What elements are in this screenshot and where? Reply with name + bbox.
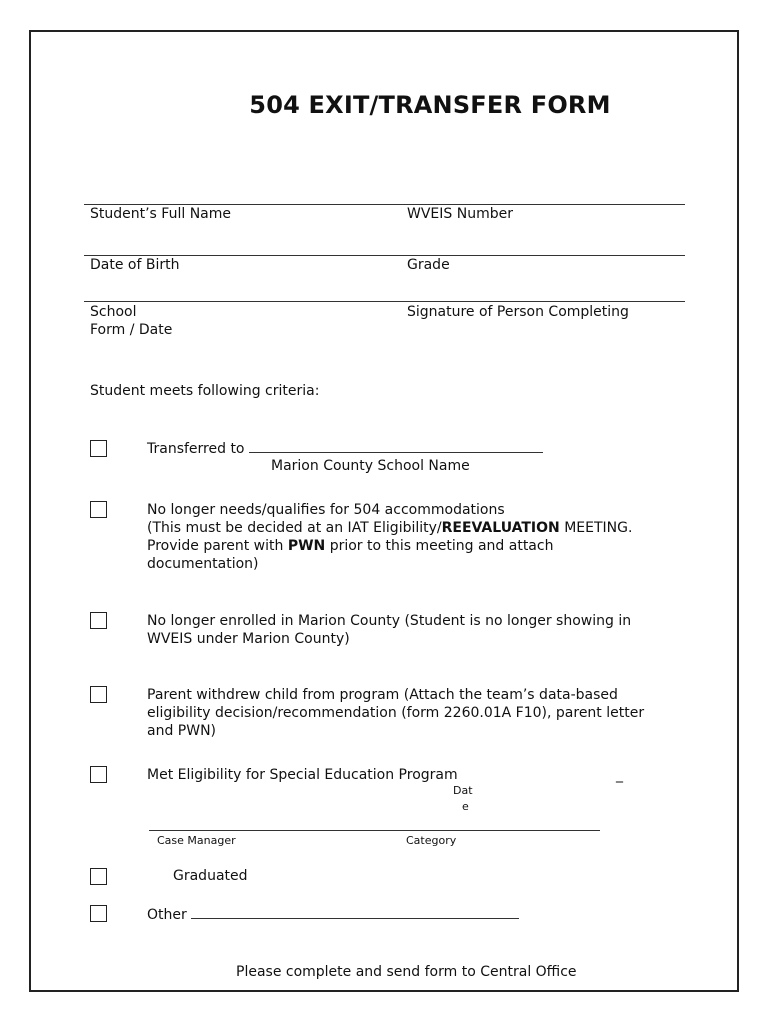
transferred-school-field[interactable]: [249, 439, 543, 453]
date-of-birth-label: Date of Birth: [90, 257, 180, 273]
option-text: eligibility decision/recommendation (form 2260.01A F10), parent letter: [147, 705, 645, 721]
grade-label: Grade: [407, 257, 450, 273]
not-enrolled-option: [147, 612, 631, 648]
special-ed-label: Met Eligibility for Special Education Program: [147, 767, 458, 783]
option-text: No longer needs/qualifies for 504 accommodations: [147, 502, 505, 518]
category-caption: Category: [406, 834, 457, 847]
date-caption: Dat: [453, 784, 473, 797]
field-line: [84, 204, 685, 205]
no-longer-needs-checkbox[interactable]: [90, 501, 107, 518]
other-option: [147, 905, 519, 924]
transferred-option: [147, 439, 543, 458]
school-label: School: [90, 304, 137, 320]
option-text-part: prior to this meeting and attach: [325, 538, 554, 554]
field-line: [84, 301, 685, 302]
wveis-number-label: WVEIS Number: [407, 206, 513, 222]
not-enrolled-checkbox[interactable]: [90, 612, 107, 629]
date-blank: _: [616, 767, 623, 783]
parent-withdrew-option: [147, 686, 644, 740]
option-text-part: (This must be decided at an IAT Eligibility/: [147, 520, 442, 536]
graduated-checkbox[interactable]: [90, 868, 107, 885]
graduated-label: Graduated: [173, 868, 248, 884]
special-ed-checkbox[interactable]: [90, 766, 107, 783]
option-text: and PWN): [147, 723, 217, 739]
option-text: No longer enrolled in Marion County (Student is no longer showing in: [147, 613, 632, 629]
other-checkbox[interactable]: [90, 905, 107, 922]
option-text: [147, 537, 632, 555]
field-line: [84, 255, 685, 256]
school-name-caption: Marion County School Name: [271, 458, 470, 474]
signature-label: Signature of Person Completing: [407, 304, 629, 320]
case-manager-caption: Case Manager: [157, 834, 236, 847]
transferred-checkbox[interactable]: [90, 440, 107, 457]
criteria-heading: Student meets following criteria:: [90, 383, 320, 399]
form-date-label: Form / Date: [90, 322, 173, 338]
footer-instruction: Please complete and send form to Central Office: [236, 964, 577, 980]
other-label: Other: [147, 907, 187, 923]
reevaluation-emphasis: REEVALUATION: [441, 520, 560, 536]
date-caption-tail: e: [462, 800, 469, 813]
transferred-label: Transferred to: [147, 441, 245, 457]
case-manager-line[interactable]: [149, 830, 600, 831]
option-text: WVEIS under Marion County): [147, 631, 350, 647]
other-field[interactable]: [191, 905, 519, 919]
option-text: documentation): [147, 556, 259, 572]
option-text-part: Provide parent with: [147, 538, 288, 554]
parent-withdrew-checkbox[interactable]: [90, 686, 107, 703]
form-title: 504 EXIT/TRANSFER FORM: [249, 91, 611, 119]
option-text-part: MEETING.: [559, 520, 633, 536]
pwn-emphasis: PWN: [287, 538, 326, 554]
option-text: [147, 519, 632, 537]
option-text: Parent withdrew child from program (Attach the team’s data-based: [147, 687, 618, 703]
no-longer-needs-option: [147, 501, 632, 573]
student-name-label: Student’s Full Name: [90, 206, 231, 222]
